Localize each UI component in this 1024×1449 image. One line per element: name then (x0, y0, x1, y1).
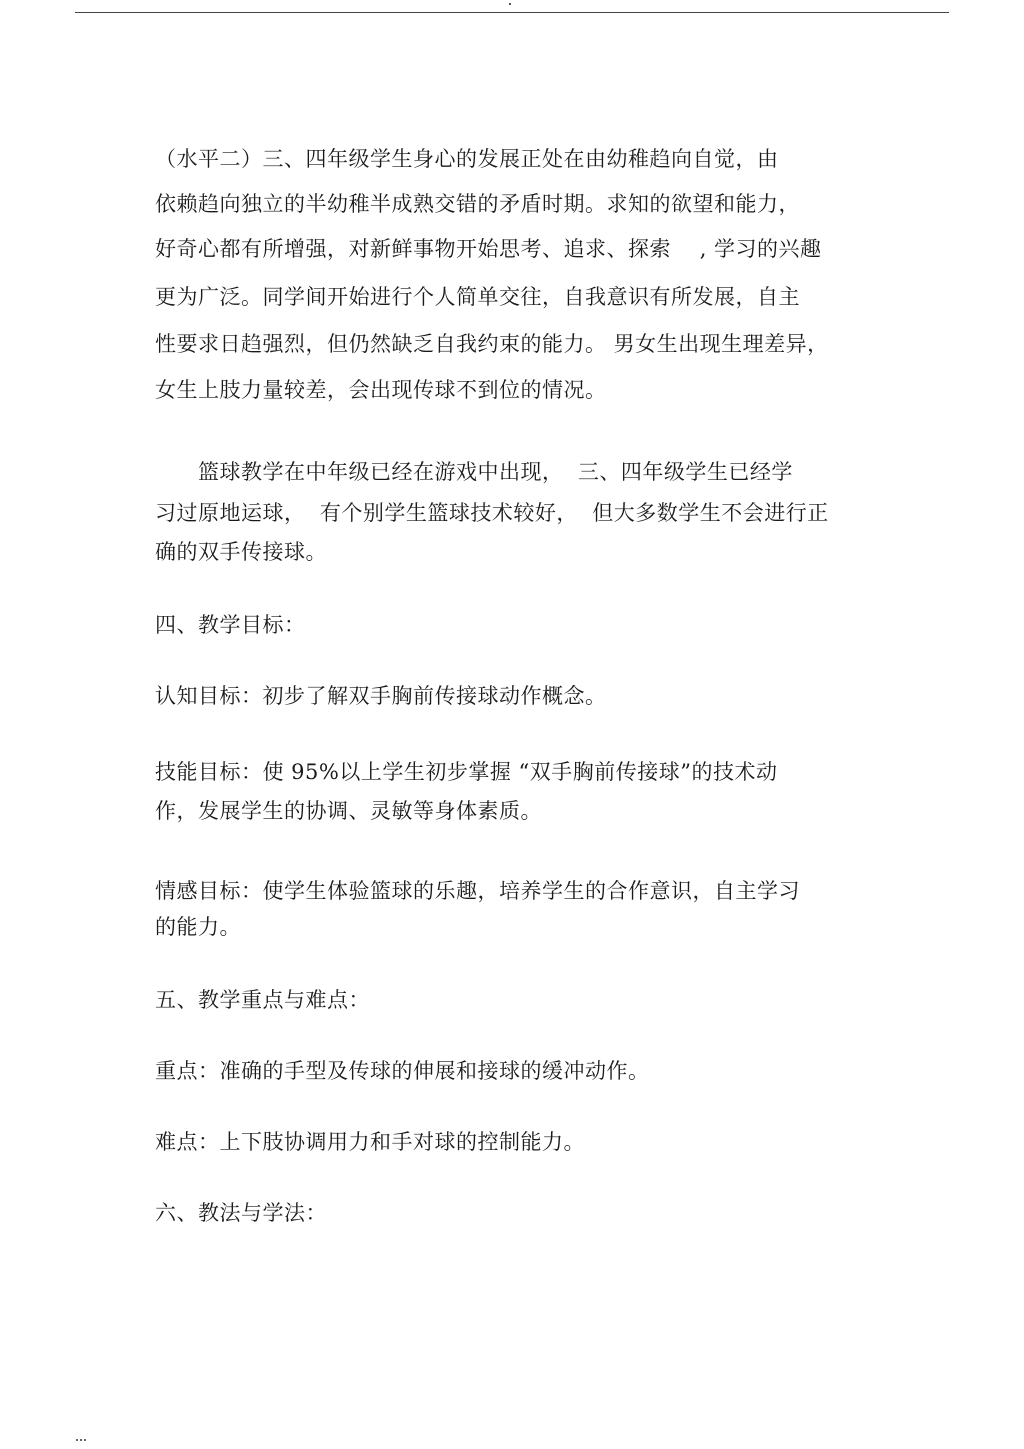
text-line: 更为广泛。同学间开始进行个人简单交往，自我意识有所发展，自主 (155, 285, 800, 309)
footer-mark (76, 1439, 86, 1441)
text-line: 难点：上下肢协调用力和手对球的控制能力。 (155, 1130, 585, 1154)
text-line: 性要求日趋强烈，但仍然缺乏自我约束的能力。 男女生出现生理差异， (155, 332, 829, 356)
section-heading: 五、教学重点与难点： (155, 988, 370, 1012)
text-line: 依赖趋向独立的半幼稚半成熟交错的矛盾时期。求知的欲望和能力， (155, 192, 800, 216)
text-line: 作，发展学生的协调、灵敏等身体素质。 (155, 799, 542, 823)
text-line: 篮球教学在中年级已经在游戏中出现， 三、四年级学生已经学 (155, 460, 793, 484)
text-line: 重点：准确的手型及传球的伸展和接球的缓冲动作。 (155, 1059, 650, 1083)
text-line: 女生上肢力量较差，会出现传球不到位的情况。 (155, 378, 607, 402)
section-heading: 六、教法与学法： (155, 1201, 327, 1225)
header-rule (75, 12, 949, 13)
text-line: 认知目标：初步了解双手胸前传接球动作概念。 (155, 684, 607, 708)
header-dot (509, 3, 511, 5)
text-line: 确的双手传接球。 (155, 540, 327, 564)
text-line: 好奇心都有所增强，对新鲜事物开始思考、追求、探索 , 学习的兴趣 (155, 237, 822, 261)
text-line: （水平二）三、四年级学生身心的发展正处在由幼稚趋向自觉，由 (155, 147, 779, 171)
text-line: 的能力。 (155, 915, 241, 939)
text-line: 技能目标：使 95%以上学生初步掌握 “双手胸前传接球”的技术动 (155, 760, 778, 784)
section-heading: 四、教学目标： (155, 613, 306, 637)
text-line: 情感目标：使学生体验篮球的乐趣，培养学生的合作意识，自主学习 (155, 879, 800, 903)
text-line: 习过原地运球， 有个别学生篮球技术较好， 但大多数学生不会进行正 (155, 501, 829, 525)
